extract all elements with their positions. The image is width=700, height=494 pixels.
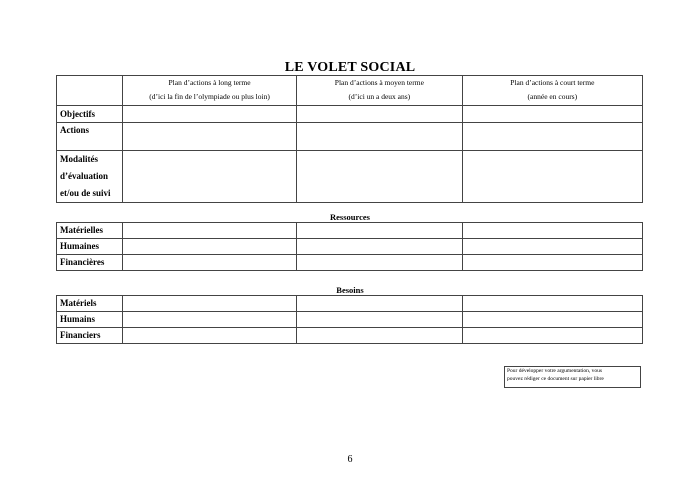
column-header-title: Plan d’actions à long terme	[168, 78, 251, 87]
row-label-line: d’évaluation	[60, 171, 109, 181]
section-title-ressources: Ressources	[330, 212, 370, 222]
input-cell[interactable]	[462, 123, 642, 151]
input-cell[interactable]	[123, 312, 297, 328]
input-cell[interactable]	[297, 312, 463, 328]
input-cell[interactable]	[297, 296, 463, 312]
input-cell[interactable]	[123, 151, 297, 203]
table-row-objectifs	[57, 106, 643, 123]
input-cell[interactable]	[462, 151, 642, 203]
table-row	[57, 312, 643, 328]
row-label: Humaines	[57, 239, 123, 255]
action-plan-table	[56, 75, 643, 203]
input-cell[interactable]	[462, 223, 642, 239]
input-cell[interactable]	[297, 328, 463, 344]
column-header-subtitle: (d’ici la fin de l’olympiade ou plus loin)	[149, 92, 270, 101]
table-header-row	[57, 76, 643, 106]
table-row-modalites	[57, 151, 643, 203]
table-row	[57, 255, 643, 271]
row-label: Humains	[57, 312, 123, 328]
input-cell[interactable]	[462, 328, 642, 344]
row-label: Matérielles	[57, 223, 123, 239]
column-header-long-term	[123, 76, 297, 106]
page-number: 6	[347, 454, 353, 465]
row-label: Matériels	[57, 296, 123, 312]
note-line: Pour développer votre argumentation, vous	[507, 368, 603, 374]
table-row-actions	[57, 123, 643, 151]
input-cell[interactable]	[462, 239, 642, 255]
row-label: Financiers	[57, 328, 123, 344]
note-line: pouvez rédiger ce document sur papier libre	[507, 375, 604, 382]
besoins-table	[56, 295, 643, 344]
table-row	[57, 328, 643, 344]
input-cell[interactable]	[462, 106, 642, 123]
input-cell[interactable]	[297, 255, 463, 271]
input-cell[interactable]	[297, 223, 463, 239]
corner-cell	[57, 76, 123, 106]
section-title-besoins: Besoins	[336, 285, 364, 295]
input-cell[interactable]	[462, 255, 642, 271]
row-label-line: Modalités	[60, 154, 98, 164]
input-cell[interactable]	[123, 328, 297, 344]
column-header-title: Plan d’actions à moyen terme	[334, 78, 424, 87]
page-title: LE VOLET SOCIAL	[284, 60, 416, 75]
input-cell[interactable]	[297, 123, 463, 151]
row-label: Objectifs	[57, 106, 123, 123]
input-cell[interactable]	[123, 255, 297, 271]
input-cell[interactable]	[123, 239, 297, 255]
column-header-subtitle: (année en cours)	[527, 92, 578, 101]
input-cell[interactable]	[123, 106, 297, 123]
row-label-line: et/ou de suivi	[60, 188, 111, 198]
input-cell[interactable]	[297, 151, 463, 203]
column-header-mid-term	[297, 76, 463, 106]
table-row	[57, 296, 643, 312]
row-label-modalites	[57, 151, 123, 203]
input-cell[interactable]	[462, 312, 642, 328]
input-cell[interactable]	[462, 296, 642, 312]
column-header-title: Plan d’actions à court terme	[510, 78, 595, 87]
input-cell[interactable]	[123, 123, 297, 151]
input-cell[interactable]	[297, 239, 463, 255]
input-cell[interactable]	[297, 106, 463, 123]
ressources-table	[56, 222, 643, 271]
table-row	[57, 223, 643, 239]
column-header-short-term	[462, 76, 642, 106]
input-cell[interactable]	[123, 223, 297, 239]
input-cell[interactable]	[123, 296, 297, 312]
column-header-subtitle: (d’ici un a deux ans)	[348, 92, 411, 101]
note-box	[504, 366, 641, 388]
table-row	[57, 239, 643, 255]
row-label: Financières	[57, 255, 123, 271]
row-label: Actions	[57, 123, 123, 151]
